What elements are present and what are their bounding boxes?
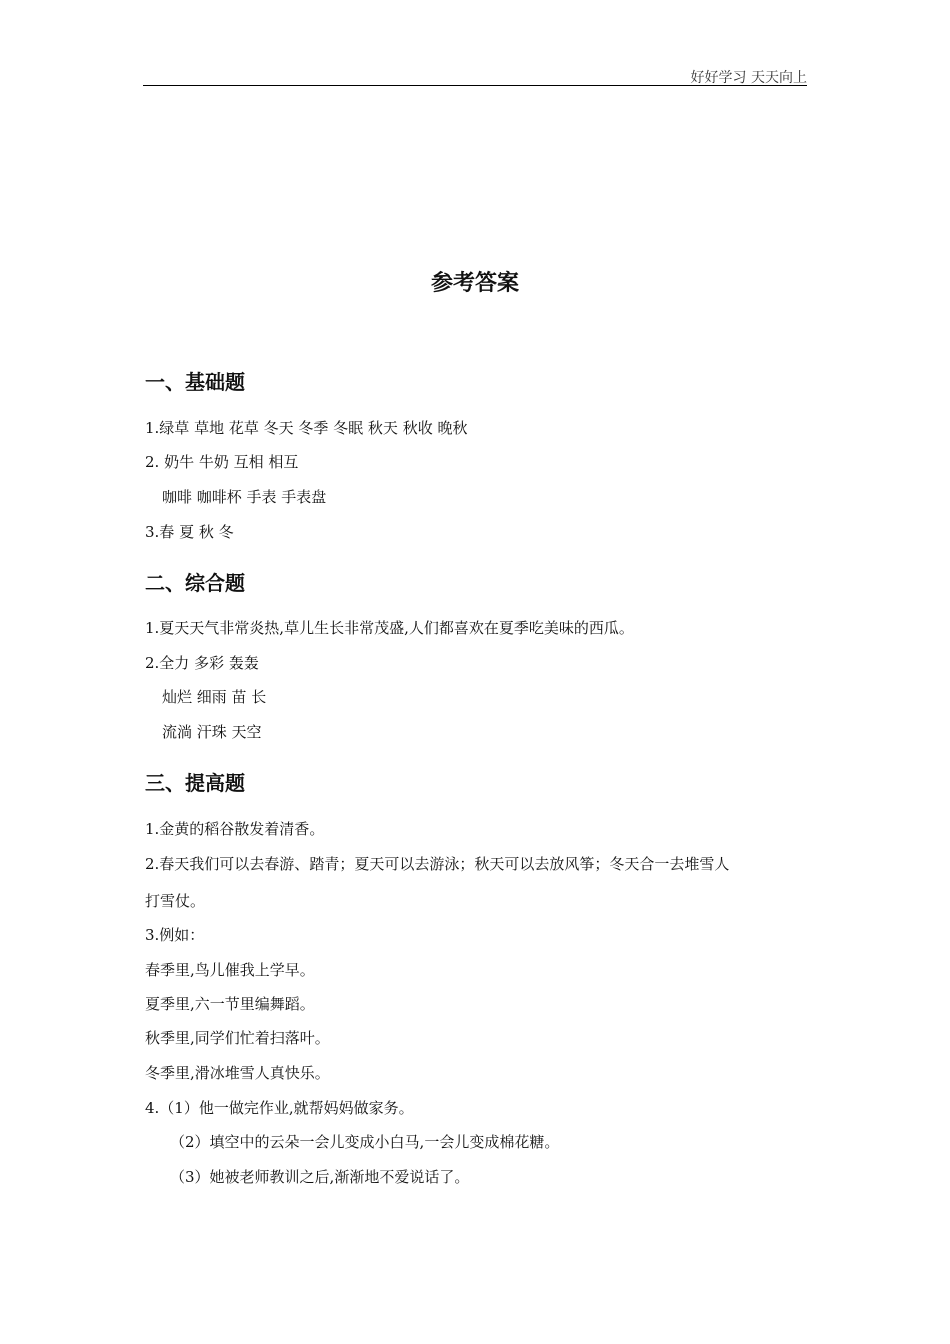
section-heading-comprehensive: 二、综合题 [145, 571, 245, 595]
answer-line: 1.夏天天气非常炎热,草儿生长非常茂盛,人们都喜欢在夏季吃美味的西瓜。 [145, 619, 634, 637]
answer-line: 3.例如： [145, 926, 205, 944]
header-rule [143, 85, 807, 86]
answer-line: 咖啡 咖啡杯 手表 手表盘 [162, 488, 327, 506]
answer-line: （2）填空中的云朵一会儿变成小白马,一会儿变成棉花糖。 [170, 1133, 560, 1151]
answer-line: 2.全力 多彩 轰轰 [145, 654, 259, 672]
page-title: 参考答案 [430, 271, 519, 296]
answer-line: 冬季里,滑冰堆雪人真快乐。 [145, 1064, 330, 1082]
answer-line: 流淌 汗珠 天空 [162, 723, 262, 741]
answer-line: 2.春天我们可以去春游、踏青；夏天可以去游泳；秋天可以去放风筝；冬天合一去堆雪人 [145, 855, 730, 873]
answer-line: 2. 奶牛 牛奶 互相 相互 [145, 453, 299, 471]
answer-line: （3）她被老师教训之后,渐渐地不爱说话了。 [170, 1168, 470, 1186]
section-heading-advanced: 三、提高题 [145, 771, 245, 795]
answer-line: 秋季里,同学们忙着扫落叶。 [145, 1029, 330, 1047]
answer-line: 3.春 夏 秋 冬 [145, 523, 234, 541]
answer-line: 1.金黄的稻谷散发着清香。 [145, 820, 325, 838]
answer-line: 打雪仗。 [145, 892, 206, 910]
answer-line: 1.绿草 草地 花草 冬天 冬季 冬眠 秋天 秋收 晚秋 [145, 419, 468, 437]
answer-line: 春季里,鸟儿催我上学早。 [145, 961, 315, 979]
answer-line: 4.（1）他一做完作业,就帮妈妈做家务。 [145, 1099, 414, 1117]
answer-line: 夏季里,六一节里编舞蹈。 [145, 995, 315, 1013]
answer-line: 灿烂 细雨 苗 长 [162, 688, 267, 706]
section-heading-basic: 一、基础题 [145, 370, 245, 394]
page-header-text: 好好学习 天天向上 [690, 70, 807, 86]
